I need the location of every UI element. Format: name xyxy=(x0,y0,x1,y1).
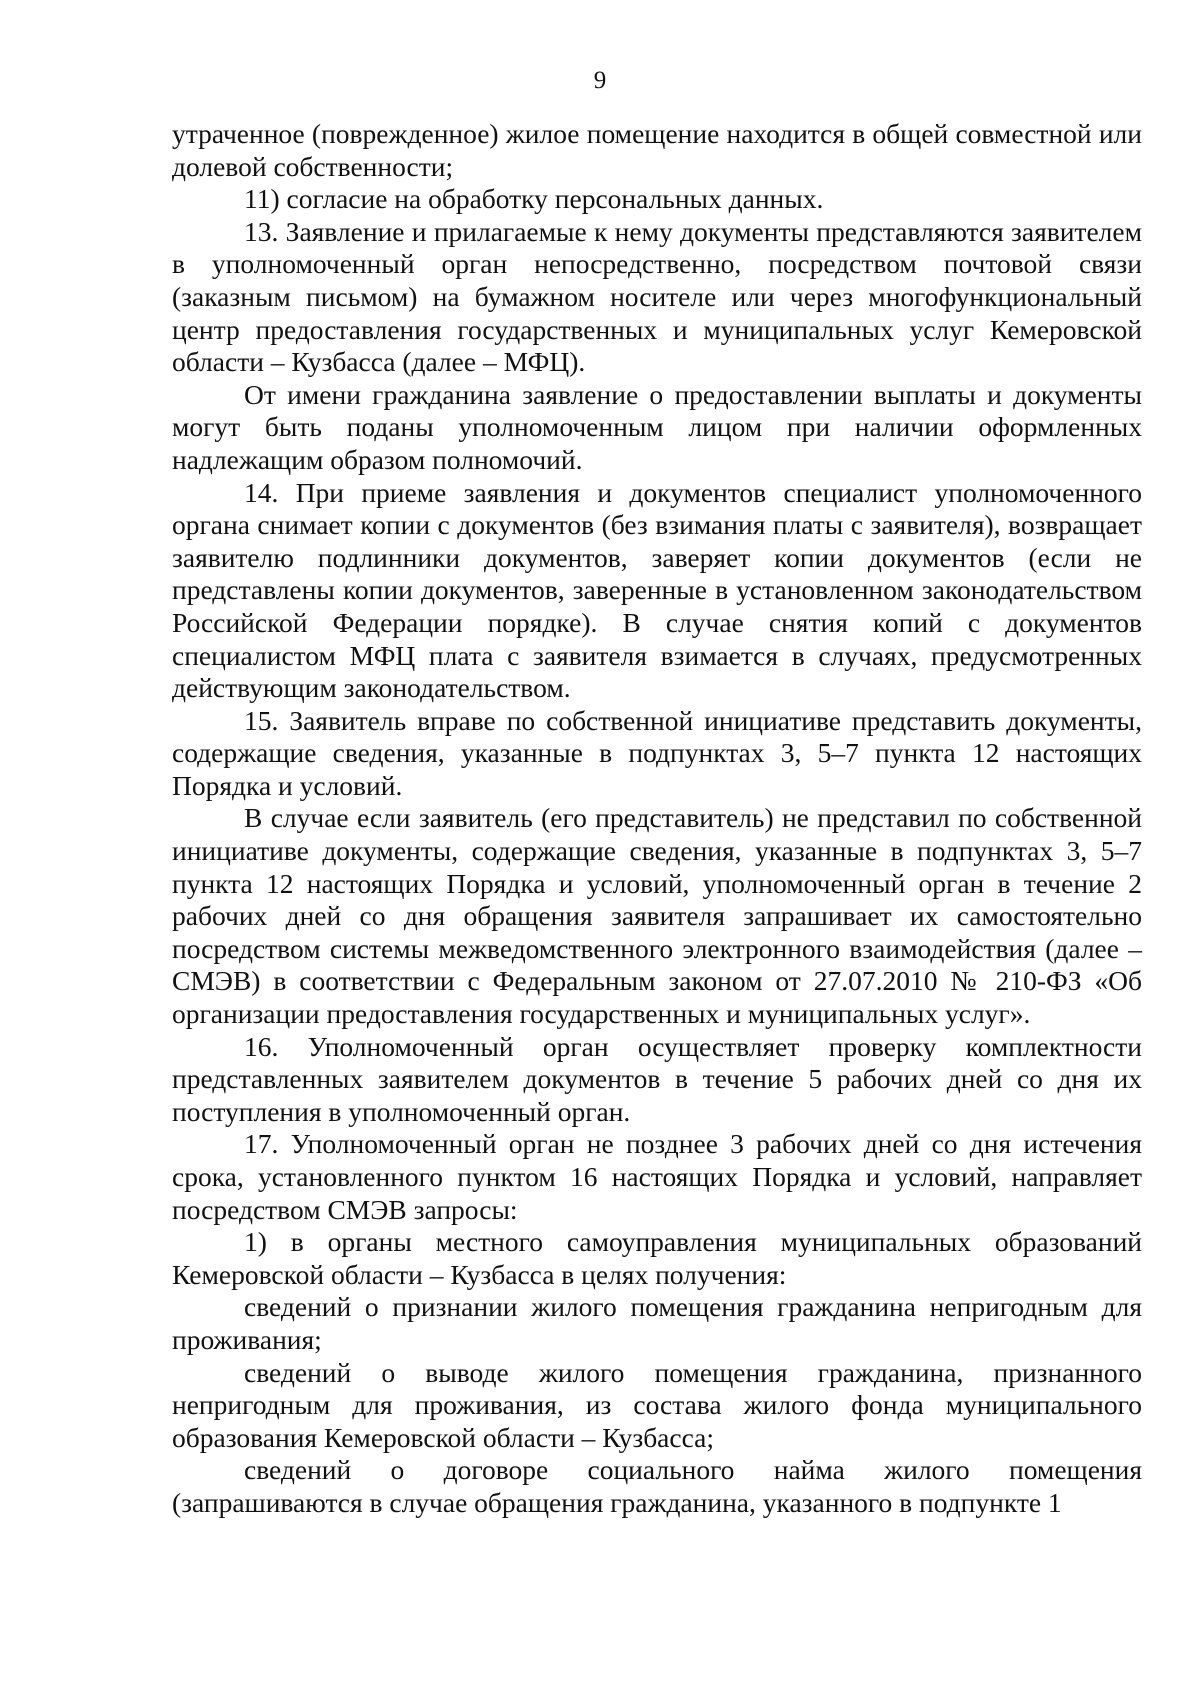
paragraph-14: 14. При приеме заявления и документов специалист уполномоченного органа снимает копии с документов (без взимания платы с заявителя), возвращает заявителю подлинники документов, заверяет копии документов (если не представлены копии документов, заверенные в установленном законодательством Российской Федерации порядке). В случае снятия копий с документов специалистом МФЦ плата с заявителя взимается в случаях, предусмотренных действующим законодательством. xyxy=(172,476,1142,704)
paragraph-unfit-housing: сведений о признании жилого помещения гражданина непригодным для проживания; xyxy=(172,1291,1142,1355)
paragraph-13: 13. Заявление и прилагаемые к нему документы представляются заявителем в уполномоченный орган непосредственно, посредством почтовой связи (заказным письмом) на бумажном носителе или через многофункциональный центр предоставления государственных и муниципальных услуг Кемеровской области – Кузбасса (далее – МФЦ). xyxy=(172,215,1142,378)
paragraph-17: 17. Уполномоченный орган не позднее 3 рабочих дней со дня истечения срока, установленного пунктом 16 настоящих Порядка и условий, направляет посредством СМЭВ запросы: xyxy=(172,1128,1142,1225)
paragraph-representative: От имени гражданина заявление о предоставлении выплаты и документы могут быть поданы уполномоченным лицом при наличии оформленных надлежащим образом полномочий. xyxy=(172,378,1142,475)
paragraph-item-11: 11) согласие на обработку персональных данных. xyxy=(244,183,824,215)
paragraph-housing-withdrawal: сведений о выводе жилого помещения гражданина, признанного непригодным для проживания, из состава жилого фонда муниципального образования Кемеровской области – Кузбасса; xyxy=(172,1356,1142,1453)
paragraph-15: 15. Заявитель вправе по собственной инициативе представить документы, содержащие сведения, указанные в подпунктах 3, 5–7 пункта 12 настоящих Порядка и условий. xyxy=(172,704,1142,801)
page-number: 9 xyxy=(593,67,607,94)
document-body xyxy=(172,118,1142,1520)
paragraph-smev-request: В случае если заявитель (его представитель) не представил по собственной инициативе документы, содержащие сведения, указанные в подпунктах 3, 5–7 пункта 12 настоящих Порядка и условий, уполномоченный орган в течение 2 рабочих дней со дня обращения заявителя запрашивает их самостоятельно посредством системы межведомственного электронного взаимодействия (далее – СМЭВ) в соответствии с Федеральным законом от 27.07.2010 № 210-ФЗ «Об организации предоставления государственных и муниципальных услуг». xyxy=(172,802,1142,1030)
paragraph-16: 16. Уполномоченный орган осуществляет проверку комплектности представленных заявителем документов в течение 5 рабочих дней со дня их поступления в уполномоченный орган. xyxy=(172,1030,1142,1127)
paragraph-17-item-1: 1) в органы местного самоуправления муниципальных образований Кемеровской области – Кузбасса в целях получения: xyxy=(172,1226,1142,1290)
paragraph-social-lease: сведений о договоре социального найма жилого помещения (запрашиваются в случае обращения гражданина, указанного в подпункте 1 xyxy=(172,1454,1142,1518)
paragraph-continuation: утраченное (поврежденное) жилое помещение находится в общей совместной или долевой собственности; xyxy=(172,118,1142,182)
